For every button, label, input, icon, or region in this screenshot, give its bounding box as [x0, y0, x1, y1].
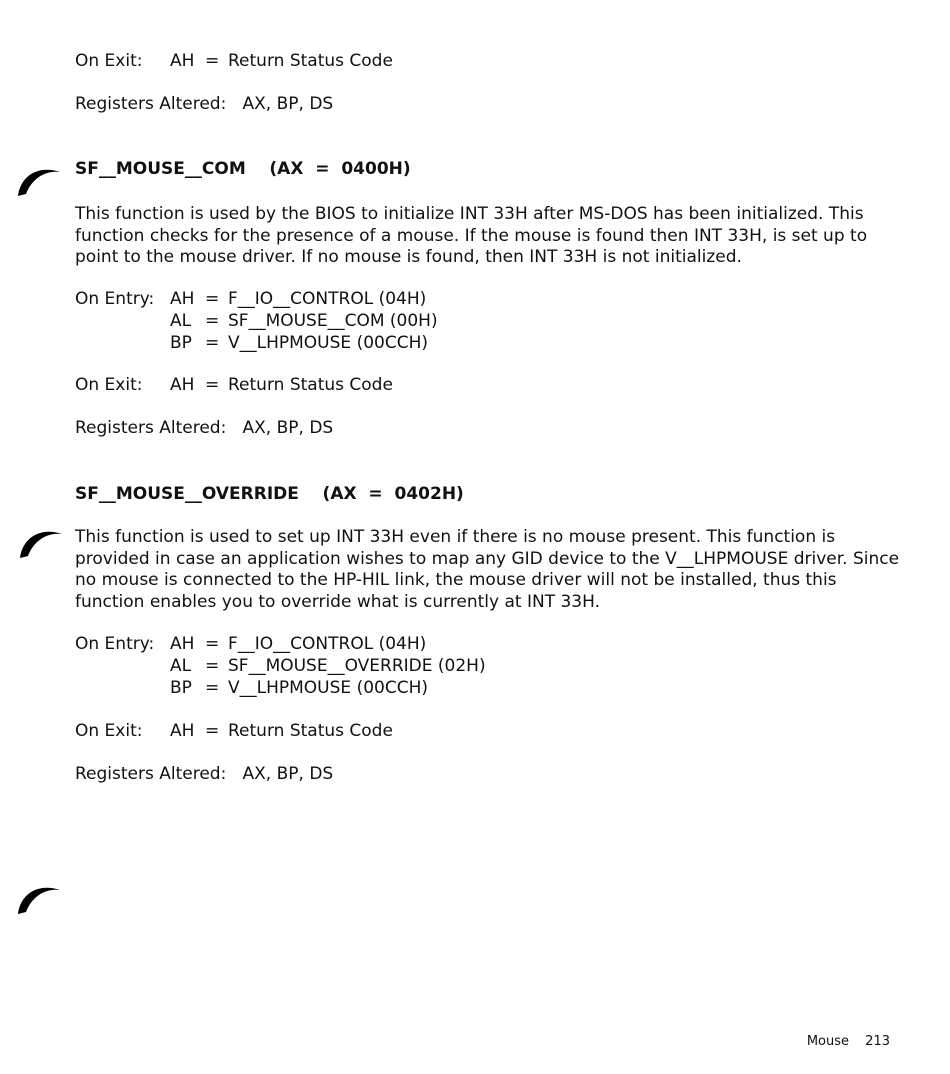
entry-equals: = [205, 311, 220, 331]
entry-value: SF__MOUSE__COM (00H) [228, 311, 438, 331]
entry-equals: = [205, 656, 220, 676]
entry-value: V__LHPMOUSE (00CCH) [228, 333, 428, 353]
paragraph-line: point to the mouse driver. If no mouse is found, then INT 33H is not initialized. [75, 247, 742, 267]
entry-equals: = [205, 678, 220, 698]
entry-equals: = [205, 289, 220, 309]
on-exit-register: AH [170, 51, 195, 71]
on-exit-value: Return Status Code [228, 721, 393, 741]
entry-register: AH [170, 634, 195, 654]
entry-value: SF__MOUSE__OVERRIDE (02H) [228, 656, 486, 676]
paragraph-line: This function is used by the BIOS to initialize INT 33H after MS-DOS has been initialized. This [75, 204, 864, 224]
on-exit-equals: = [205, 375, 220, 395]
paragraph-line: no mouse is connected to the HP-HIL link, the mouse driver will not be installed, thus this [75, 570, 837, 590]
entry-register: AL [170, 656, 192, 676]
entry-register: BP [170, 678, 192, 698]
on-entry-label: On Entry: [75, 634, 155, 654]
section-heading-mouse-override: SF__MOUSE__OVERRIDE (AX = 0402H) [75, 484, 464, 504]
hp-margin-mark-icon [16, 160, 62, 198]
on-exit-register: AH [170, 375, 195, 395]
entry-value: F__IO__CONTROL (04H) [228, 289, 427, 309]
hp-margin-mark-icon [16, 878, 62, 916]
paragraph-line: provided in case an application wishes to map any GID device to the V__LHPMOUSE driver. Since [75, 548, 900, 569]
registers-altered: Registers Altered: AX, BP, DS [75, 94, 334, 114]
on-exit-register: AH [170, 721, 195, 741]
on-exit-equals: = [205, 51, 220, 71]
entry-register: BP [170, 333, 192, 353]
on-entry-label: On Entry: [75, 289, 155, 309]
on-exit-label: On Exit: [75, 51, 143, 71]
entry-register: AH [170, 289, 195, 309]
on-exit-value: Return Status Code [228, 375, 393, 395]
section-paragraph-mouse-override [75, 527, 900, 613]
footer-section-name: Mouse [806, 1034, 850, 1049]
hp-margin-mark-icon [18, 522, 64, 560]
paragraph-line: function checks for the presence of a mouse. If the mouse is found then INT 33H, is set up to [75, 225, 868, 246]
entry-equals: = [205, 333, 220, 353]
section-heading-mouse-com: SF__MOUSE__COM (AX = 0400H) [75, 159, 411, 179]
entry-equals: = [205, 634, 220, 654]
entry-value: V__LHPMOUSE (00CCH) [228, 678, 428, 698]
on-exit-label: On Exit: [75, 721, 143, 741]
entry-register: AL [170, 311, 192, 331]
registers-altered: Registers Altered: AX, BP, DS [75, 764, 334, 784]
on-exit-equals: = [205, 721, 220, 741]
paragraph-line: This function is used to set up INT 33H even if there is no mouse present. This function is [75, 527, 836, 547]
section-paragraph-mouse-com [75, 204, 885, 269]
footer-page-number: 213 [865, 1034, 890, 1049]
registers-altered: Registers Altered: AX, BP, DS [75, 418, 334, 438]
entry-value: F__IO__CONTROL (04H) [228, 634, 427, 654]
paragraph-line: function enables you to override what is currently at INT 33H. [75, 591, 601, 612]
page-footer [807, 1034, 890, 1049]
on-exit-value: Return Status Code [228, 51, 393, 71]
on-exit-label: On Exit: [75, 375, 143, 395]
